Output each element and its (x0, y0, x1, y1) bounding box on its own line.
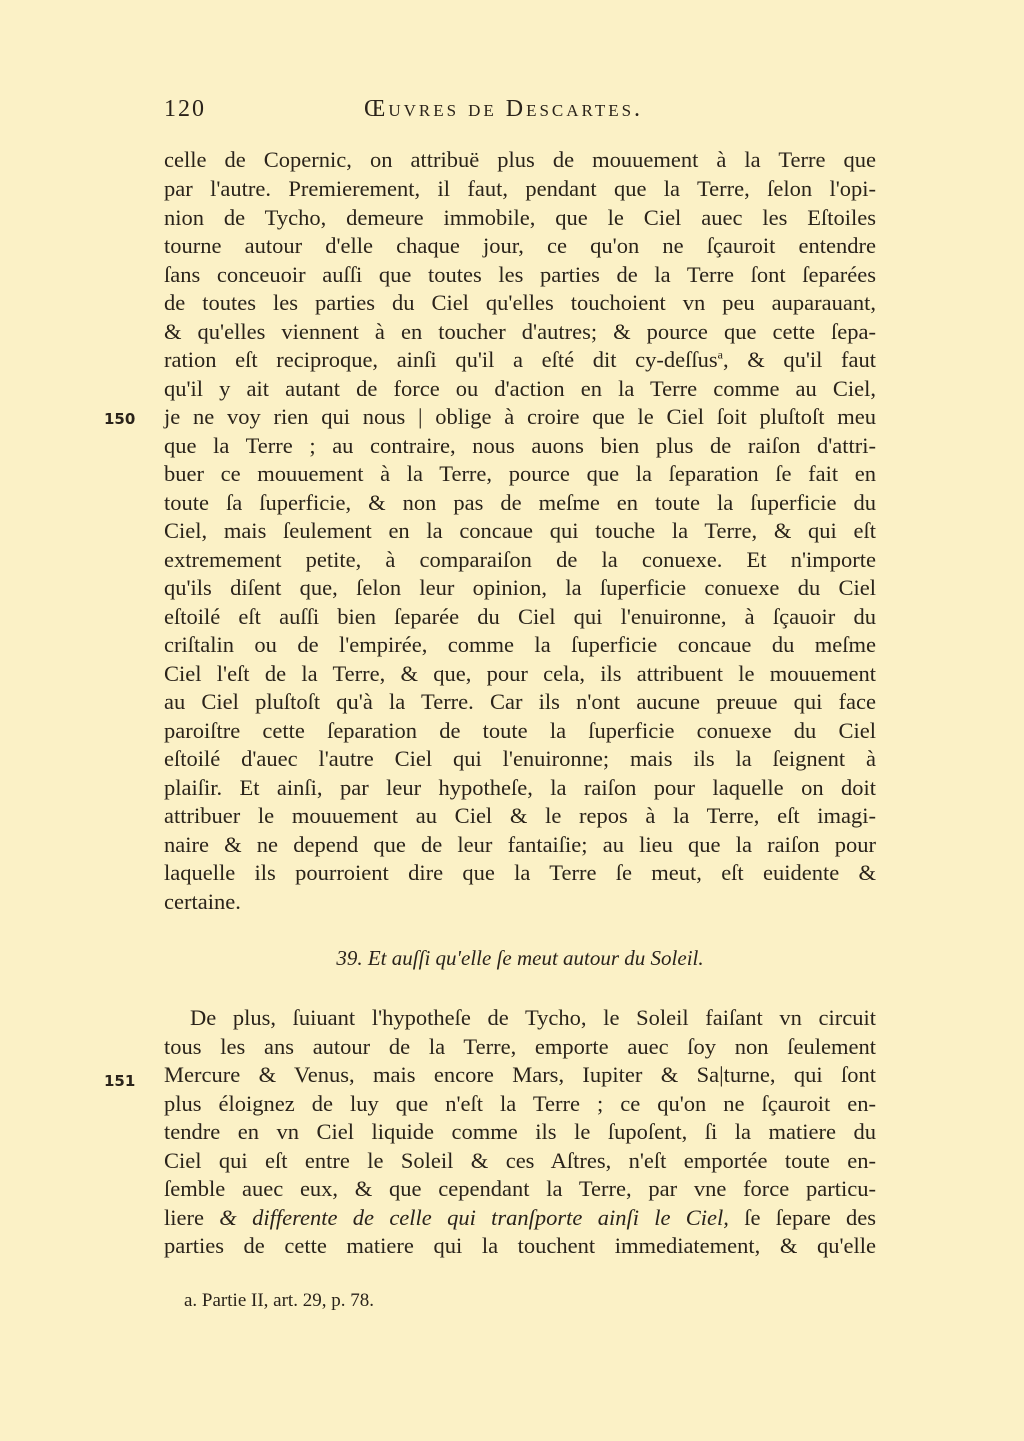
margin-line-number: 151 (104, 1072, 136, 1090)
text-line: ſemble auec eux, & que cependant la Terre, par vne force particu- (164, 1176, 876, 1201)
text-line: plaiſir. Et ainſi, par leur hypotheſe, la raiſon pour laquelle on doit (164, 775, 876, 800)
text-line: parties de cette matiere qui la touchent immediatement, & qu'elle (164, 1233, 876, 1258)
page-number: 120 (164, 96, 206, 122)
text-line: je ne voy rien qui nous | oblige à croire que le Ciel ſoit pluſtoſt meu (164, 404, 876, 429)
footnote-ref: a (717, 347, 723, 362)
text-line: certaine. (164, 889, 241, 914)
text-line: tendre en vn Ciel liquide comme ils le ſupoſent, ſi la matiere du (164, 1119, 876, 1144)
margin-line-number: 150 (104, 410, 136, 428)
text-line: toute ſa ſuperficie, & non pas de meſme en toute la ſuperficie du (164, 490, 876, 515)
line-text: liere (164, 1205, 220, 1230)
text-line: tous les ans autour de la Terre, emporte auec ſoy non ſeulement (164, 1034, 876, 1059)
running-title: Œuvres de Descartes. (364, 96, 644, 122)
footnote: a. Partie II, art. 29, p. 78. (184, 1290, 374, 1311)
text-line: & qu'elles viennent à en toucher d'autres; & pource que cette ſepa- (164, 319, 876, 344)
text-line: qu'ils diſent que, ſelon leur opinion, la ſuperficie conuexe du Ciel (164, 575, 876, 600)
text-line: laquelle ils pourroient dire que la Terre ſe meut, eſt euidente & (164, 860, 876, 885)
italic-text: & differente de celle qui tranſporte ainſi le Ciel, (219, 1205, 729, 1230)
text-line: extremement petite, à comparaiſon de la conuexe. Et n'importe (164, 547, 876, 572)
text-line: nion de Tycho, demeure immobile, que le Ciel auec les Eſtoiles (164, 205, 876, 230)
text-line: tourne autour d'elle chaque jour, ce qu'on ne ſçauroit entendre (164, 233, 876, 258)
text-line: par l'autre. Premierement, il faut, pendant que la Terre, ſelon l'opi- (164, 176, 876, 201)
text-line: paroiſtre cette ſeparation de toute la ſuperficie conuexe du Ciel (164, 718, 876, 743)
text-line: Ciel qui eſt entre le Soleil & ces Aſtres, n'eſt emportée toute en- (164, 1148, 876, 1173)
text-line: De plus, ſuiuant l'hypotheſe de Tycho, le Soleil faiſant vn circuit (190, 1005, 876, 1030)
text-line: Mercure & Venus, mais encore Mars, Iupiter & Sa|turne, qui ſont (164, 1062, 876, 1087)
text-line: au Ciel pluſtoſt qu'à la Terre. Car ils n'ont aucune preuue qui face (164, 689, 876, 714)
text-line: de toutes les parties du Ciel qu'elles touchoient vn peu auparauant, (164, 290, 876, 315)
text-line: eſtoilé d'auec l'autre Ciel qui l'enuironne; mais ils la ſeignent à (164, 746, 876, 771)
text-line (164, 1204, 876, 1232)
text-line (164, 346, 876, 374)
text-line: criſtalin ou de l'empirée, comme la ſuperficie concaue du meſme (164, 632, 876, 657)
text-line: naire & ne depend que de leur fantaiſie; au lieu que la raiſon pour (164, 832, 876, 857)
line-text: ſe ſepare des (728, 1205, 877, 1230)
text-line: Ciel, mais ſeulement en la concaue qui touche la Terre, & qui eſt (164, 518, 876, 543)
text-line: eſtoilé eſt auſſi bien ſeparée du Ciel qui l'enuironne, à ſçauoir du (164, 604, 876, 629)
text-line: attribuer le mouuement au Ciel & le repos à la Terre, eſt imagi- (164, 803, 876, 828)
text-line: celle de Copernic, on attribuë plus de mouuement à la Terre que (164, 147, 876, 172)
text-line: ſans conceuoir auſſi que toutes les parties de la Terre ſont ſeparées (164, 262, 876, 287)
text-line: buer ce mouuement à la Terre, pource que la ſeparation ſe fait en (164, 461, 876, 486)
text-line: Ciel l'eſt de la Terre, & que, pour cela, ils attribuent le mouuement (164, 661, 876, 686)
line-text: , & qu'il faut (722, 347, 877, 372)
line-text: ration eſt reciproque, ainſi qu'il a eſté dit cy-deſſus (164, 347, 718, 372)
text-line: plus éloignez de luy que n'eſt la Terre ; ce qu'on ne ſçauroit en- (164, 1091, 876, 1116)
text-line: que la Terre ; au contraire, nous auons bien plus de raiſon d'attri- (164, 433, 876, 458)
section-heading: 39. Et auſſi qu'elle ſe meut autour du Soleil. (336, 946, 704, 970)
text-line: qu'il y ait autant de force ou d'action en la Terre comme au Ciel, (164, 376, 876, 401)
page-header (164, 96, 876, 136)
